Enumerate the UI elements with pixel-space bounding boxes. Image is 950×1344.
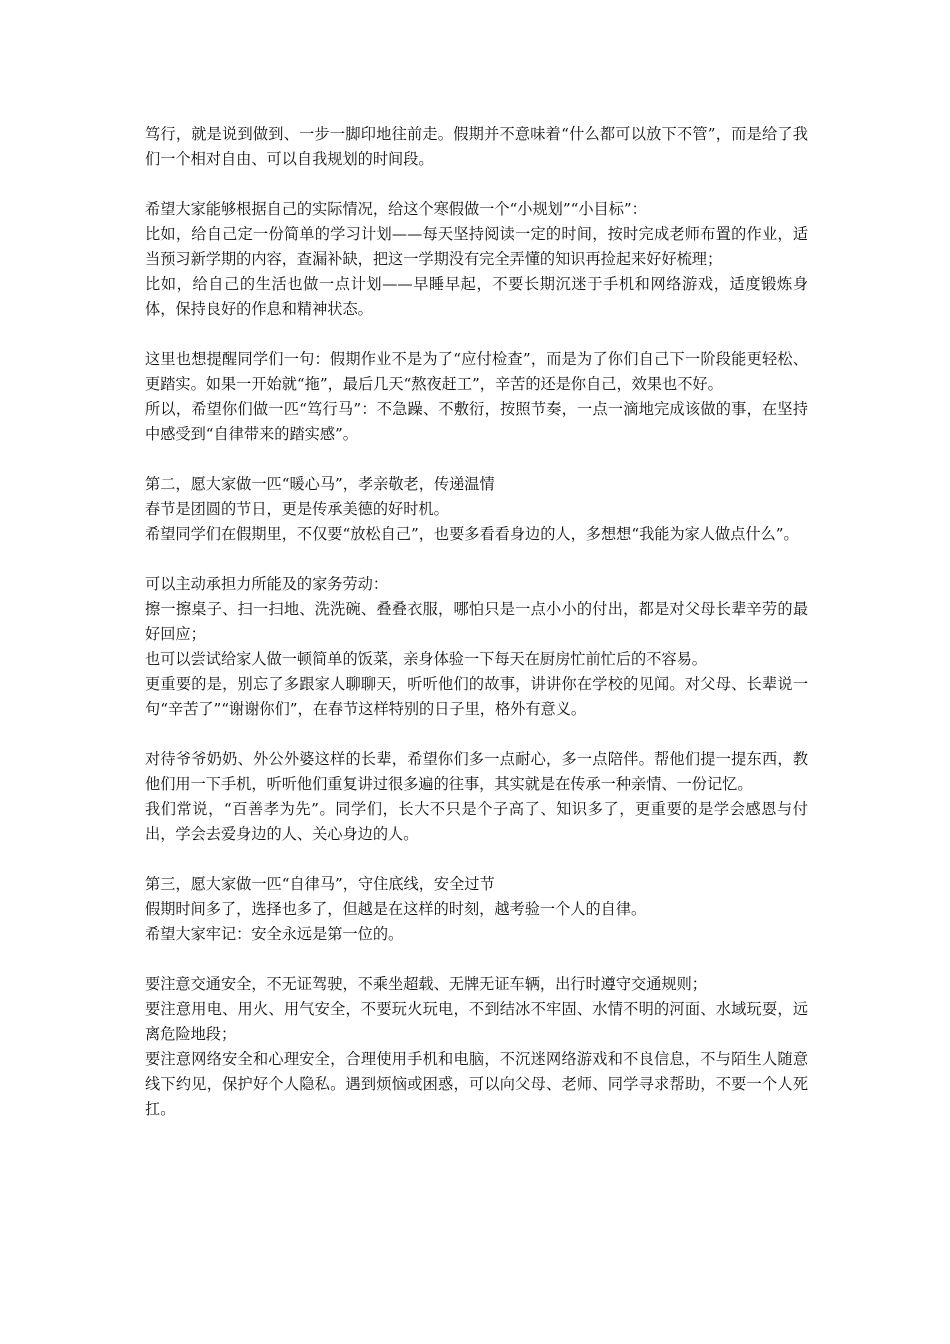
text-line: 可以主动承担力所能及的家务劳动：	[145, 575, 388, 593]
text-line: 春节是团圆的节日，更是传承美德的好时机。	[145, 500, 449, 518]
block-spacer	[145, 322, 808, 347]
section-heading: 第二，愿大家做一匹“暖心马”，孝亲敬老，传递温情	[145, 475, 495, 493]
text-line: 所以，希望你们做一匹“笃行马”：不急躁、不敷衍，按照节奏，一点一滴地完成该做的事，在坚持中感受到“自律带来的踏实感”。	[145, 400, 808, 443]
paragraph-block	[145, 122, 808, 172]
text-line: 希望大家牢记：安全永远是第一位的。	[145, 925, 404, 943]
text-line: 我们常说，“百善孝为先”。同学们，长大不只是个子高了、知识多了，更重要的是学会感恩与付出，学会去爱身边的人、关心身边的人。	[145, 800, 808, 843]
block-spacer	[145, 547, 808, 572]
text-line: 也可以尝试给家人做一顿简单的饭菜，亲身体验一下每天在厨房忙前忙后的不容易。	[145, 650, 707, 668]
text-line: 要注意交通安全，不无证驾驶，不乘坐超载、无牌无证车辆，出行时遵守交通规则；	[145, 975, 707, 993]
text-line: 要注意用电、用火、用气安全，不要玩火玩电，不到结冰不牢固、水情不明的河面、水域玩耍，远离危险地段；	[145, 1000, 808, 1043]
block-spacer	[145, 947, 808, 972]
text-line: 假期时间多了，选择也多了，但越是在这样的时刻，越考验一个人的自律。	[145, 900, 647, 918]
paragraph-block	[145, 197, 808, 322]
text-line: 笃行，就是说到做到、一步一脚印地往前走。假期并不意味着“什么都可以放下不管”，而是给了我们一个相对自由、可以自我规划的时间段。	[145, 125, 808, 168]
section-heading: 第三，愿大家做一匹“自律马”，守住底线，安全过节	[145, 875, 495, 893]
text-line: 对待爷爷奶奶、外公外婆这样的长辈，希望你们多一点耐心，多一点陪伴。帮他们提一提东西，教他们用一下手机，听听他们重复讲过很多遍的往事，其实就是在传承一种亲情、一份记忆。	[145, 750, 808, 793]
paragraph-block	[145, 872, 808, 947]
block-spacer	[145, 447, 808, 472]
text-line: 希望同学们在假期里，不仅要“放松自己”，也要多看看身边的人，多想想“我能为家人做点什么”。	[145, 525, 799, 543]
paragraph-block	[145, 747, 808, 847]
paragraph-block	[145, 572, 808, 722]
paragraph-block	[145, 472, 808, 547]
block-spacer	[145, 172, 808, 197]
paragraph-block	[145, 347, 808, 447]
text-line: 擦一擦桌子、扫一扫地、洗洗碗、叠叠衣服，哪怕只是一点小小的付出，都是对父母长辈辛劳的最好回应；	[145, 600, 808, 643]
text-line: 比如，给自己定一份简单的学习计划——每天坚持阅读一定的时间，按时完成老师布置的作业，适当预习新学期的内容，查漏补缺，把这一学期没有完全弄懂的知识再捡起来好好梳理；	[145, 225, 808, 268]
text-line: 希望大家能够根据自己的实际情况，给这个寒假做一个“小规划”“小目标”：	[145, 200, 647, 218]
document-body	[145, 122, 808, 1122]
paragraph-block	[145, 972, 808, 1122]
text-line: 这里也想提醒同学们一句：假期作业不是为了“应付检查”，而是为了你们自己下一阶段能更轻松、更踏实。如果一开始就“拖”，最后几天“熬夜赶工”，辛苦的还是你自己，效果也不好。	[145, 350, 808, 393]
text-line: 比如，给自己的生活也做一点计划——早睡早起，不要长期沉迷于手机和网络游戏，适度锻炼身体，保持良好的作息和精神状态。	[145, 275, 808, 318]
text-line: 更重要的是，别忘了多跟家人聊聊天，听听他们的故事，讲讲你在学校的见闻。对父母、长辈说一句“辛苦了”“谢谢你们”，在春节这样特别的日子里，格外有意义。	[145, 675, 808, 718]
text-line: 要注意网络安全和心理安全，合理使用手机和电脑，不沉迷网络游戏和不良信息，不与陌生人随意线下约见，保护好个人隐私。遇到烦恼或困惑，可以向父母、老师、同学寻求帮助，不要一个人死扛。	[145, 1050, 808, 1118]
block-spacer	[145, 722, 808, 747]
block-spacer	[145, 847, 808, 872]
